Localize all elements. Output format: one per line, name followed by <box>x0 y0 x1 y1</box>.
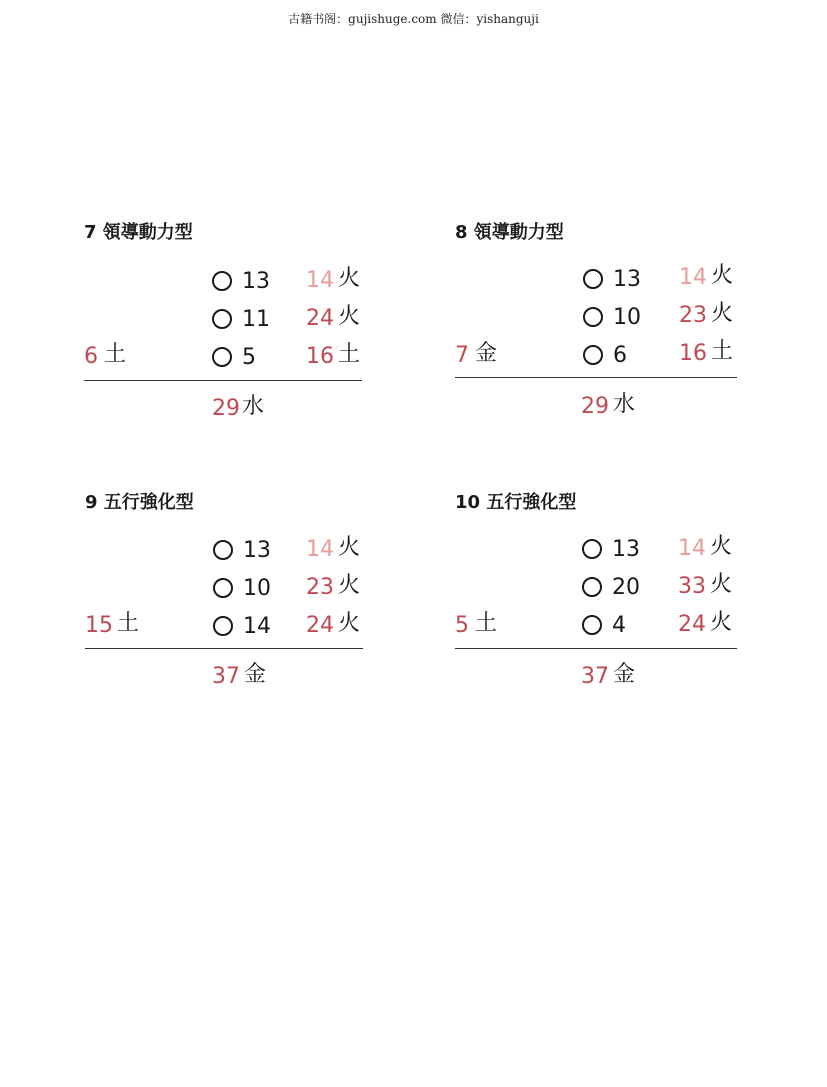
circle-icon <box>582 539 602 559</box>
total-element: 金 <box>244 662 267 687</box>
name-block-10 <box>455 488 735 698</box>
sum-number: 14 <box>306 268 334 293</box>
name-block-8 <box>455 218 735 428</box>
stroke-number: 13 <box>613 267 641 292</box>
block-title: 7 領導動力型 <box>84 222 193 243</box>
stroke-number: 14 <box>243 614 271 639</box>
total-number: 37 <box>581 664 609 689</box>
block-title: 9 五行強化型 <box>85 492 194 513</box>
sum-number: 14 <box>678 536 706 561</box>
sum-number: 16 <box>679 341 707 366</box>
total-number: 29 <box>212 396 240 421</box>
element-char: 土 <box>338 342 361 367</box>
left-element: 土 <box>475 611 498 636</box>
stroke-number: 13 <box>243 538 271 563</box>
left-number: 15 <box>85 613 113 638</box>
block-title: 8 領導動力型 <box>455 222 564 243</box>
divider <box>455 377 737 378</box>
divider <box>455 648 737 649</box>
name-block-9 <box>85 488 365 698</box>
site-header: 古籍书阁：gujishuge.com 微信：yishanguji <box>288 12 539 26</box>
stroke-number: 5 <box>242 345 256 370</box>
element-char: 火 <box>338 573 361 598</box>
stroke-number: 13 <box>242 269 270 294</box>
divider <box>84 380 362 381</box>
element-char: 火 <box>710 534 733 559</box>
stroke-number: 4 <box>612 613 626 638</box>
name-block-7 <box>84 218 364 428</box>
left-element: 土 <box>104 342 127 367</box>
element-char: 土 <box>711 339 734 364</box>
element-char: 火 <box>338 304 361 329</box>
left-element: 土 <box>117 611 140 636</box>
sum-number: 23 <box>679 303 707 328</box>
circle-icon <box>213 578 233 598</box>
stroke-number: 10 <box>243 576 271 601</box>
element-char: 火 <box>710 610 733 635</box>
element-char: 火 <box>710 572 733 597</box>
total-element: 金 <box>613 662 636 687</box>
circle-icon <box>582 615 602 635</box>
stroke-number: 11 <box>242 307 270 332</box>
total-element: 水 <box>242 394 265 419</box>
element-char: 火 <box>338 266 361 291</box>
stroke-number: 13 <box>612 537 640 562</box>
circle-icon <box>582 577 602 597</box>
stroke-number: 6 <box>613 343 627 368</box>
sum-number: 24 <box>678 612 706 637</box>
sum-number: 23 <box>306 575 334 600</box>
left-number: 7 <box>455 343 469 368</box>
element-char: 火 <box>338 611 361 636</box>
sum-number: 24 <box>306 306 334 331</box>
sum-number: 33 <box>678 574 706 599</box>
left-number: 5 <box>455 613 469 638</box>
circle-icon <box>583 307 603 327</box>
left-element: 金 <box>475 341 498 366</box>
circle-icon <box>583 269 603 289</box>
sum-number: 14 <box>679 265 707 290</box>
circle-icon <box>213 540 233 560</box>
sum-number: 24 <box>306 613 334 638</box>
total-number: 37 <box>212 664 240 689</box>
total-number: 29 <box>581 394 609 419</box>
sum-number: 14 <box>306 537 334 562</box>
element-char: 火 <box>338 535 361 560</box>
sum-number: 16 <box>306 344 334 369</box>
element-char: 火 <box>711 301 734 326</box>
element-char: 火 <box>711 263 734 288</box>
circle-icon <box>212 347 232 367</box>
circle-icon <box>213 616 233 636</box>
divider <box>85 648 363 649</box>
left-number: 6 <box>84 344 98 369</box>
circle-icon <box>583 345 603 365</box>
block-title: 10 五行強化型 <box>455 492 577 513</box>
stroke-number: 10 <box>613 305 641 330</box>
total-element: 水 <box>613 392 636 417</box>
stroke-number: 20 <box>612 575 640 600</box>
circle-icon <box>212 309 232 329</box>
circle-icon <box>212 271 232 291</box>
